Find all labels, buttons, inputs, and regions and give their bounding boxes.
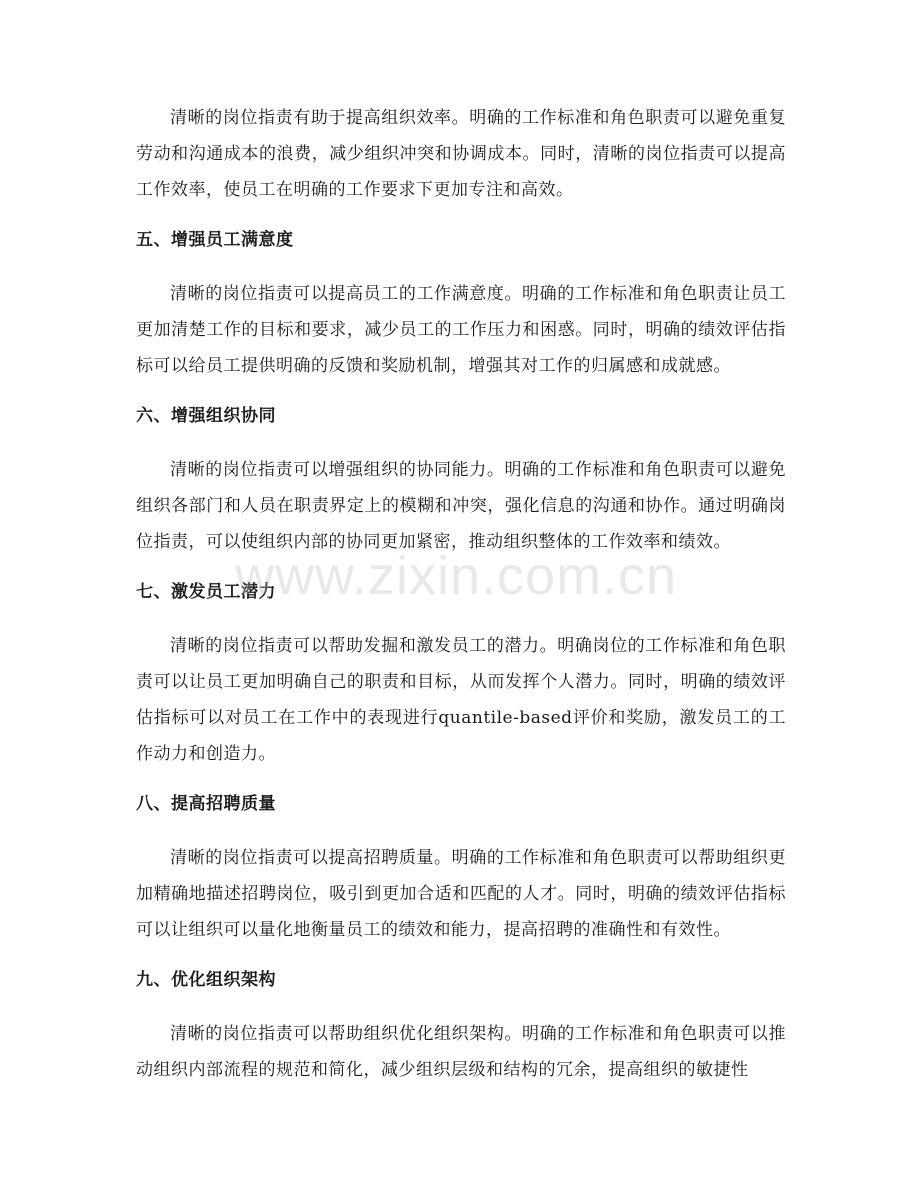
paragraph-recruitment-quality: 清晰的岗位指责可以提高招聘质量。明确的工作标准和角色职责可以帮助组织更加精确地描述招聘岗位，吸引到更加合适和匹配的人才。同时，明确的绩效评估指标可以让组织可以量化地衡量员工的绩效和能力，提高招聘的准确性和有效性。	[136, 848, 786, 940]
heading-org-structure: 九、优化组织架构	[136, 970, 276, 990]
document-page	[136, 100, 786, 1107]
heading-employee-potential: 七、激发员工潜力	[136, 582, 276, 602]
paragraph-efficiency: 清晰的岗位指责有助于提高组织效率。明确的工作标准和角色职责可以避免重复劳动和沟通成本的浪费，减少组织冲突和协调成本。同时，清晰的岗位指责可以提高工作效率，使员工在明确的工作要求下更加专注和高效。	[136, 108, 786, 200]
paragraph-org-structure: 清晰的岗位指责可以帮助组织优化组织架构。明确的工作标准和角色职责可以推动组织内部流程的规范和简化，减少组织层级和结构的冗余，提高组织的敏捷性	[136, 1024, 786, 1080]
watermark-text: www.zixin.com.cn	[235, 546, 678, 606]
heading-recruitment-quality: 八、提高招聘质量	[136, 794, 276, 814]
paragraph-employee-potential: 清晰的岗位指责可以帮助发掘和激发员工的潜力。明确岗位的工作标准和角色职责可以让员工更加明确自己的职责和目标，从而发挥个人潜力。同时，明确的绩效评估指标可以对员工在工作中的表现进行quantile-based评价和奖励，激发员工的工作动力和创造力。	[136, 636, 786, 764]
paragraph-org-collaboration: 清晰的岗位指责可以增强组织的协同能力。明确的工作标准和角色职责可以避免组织各部门和人员在职责界定上的模糊和冲突，强化信息的沟通和协作。通过明确岗位指责，可以使组织内部的协同更加紧密，推动组织整体的工作效率和绩效。	[136, 460, 786, 552]
paragraph-employee-satisfaction: 清晰的岗位指责可以提高员工的工作满意度。明确的工作标准和角色职责让员工更加清楚工作的目标和要求，减少员工的工作压力和困惑。同时，明确的绩效评估指标可以给员工提供明确的反馈和奖励机制，增强其对工作的归属感和成就感。	[136, 284, 786, 376]
heading-employee-satisfaction: 五、增强员工满意度	[136, 230, 294, 250]
heading-org-collaboration: 六、增强组织协同	[136, 406, 276, 426]
